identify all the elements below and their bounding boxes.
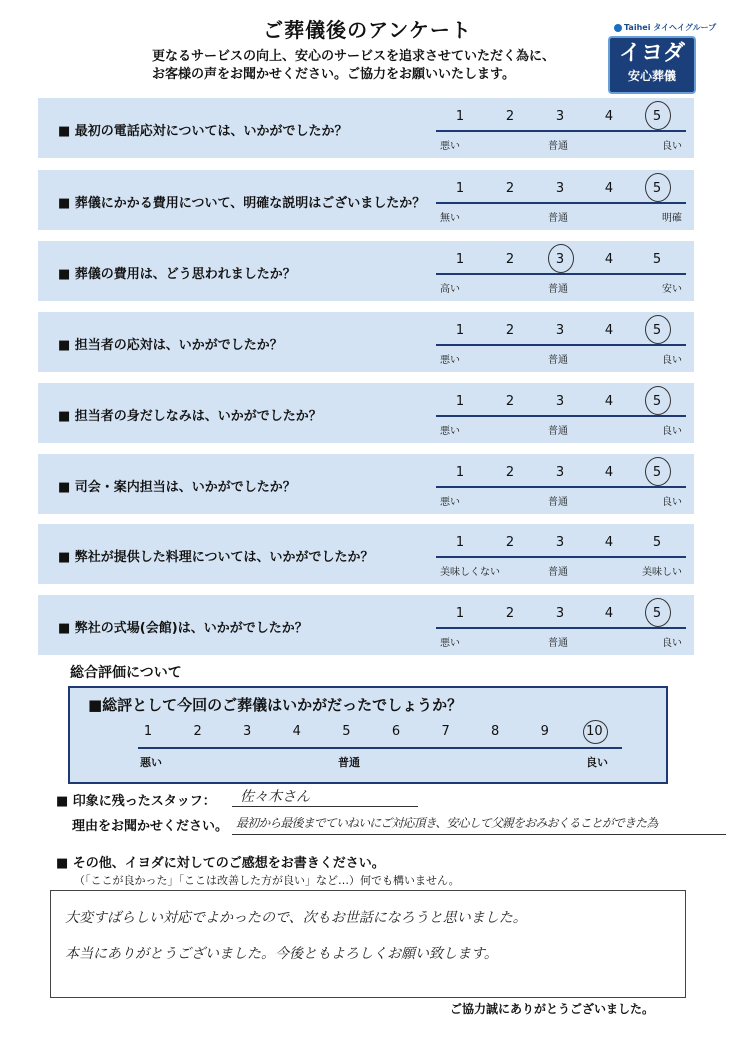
rating-option[interactable]: 4 [604, 181, 614, 196]
overall-rating-option[interactable]: 9 [540, 724, 549, 739]
staff-label: ■ 印象に残ったスタッフ： [56, 794, 216, 809]
brand-logo-subtitle: 安心葬儀 [627, 69, 676, 83]
scale-low-label: 悪い [440, 355, 460, 366]
footer-thanks: ご協力誠にありがとうございました。 [450, 1002, 655, 1016]
rating-option[interactable]: 3 [555, 606, 565, 621]
scale-mid-label: 普通 [548, 638, 568, 649]
scale-mid-label: 普通 [548, 426, 568, 437]
reason-value[interactable]: 最初から最後までていねいにご対応頂き、安心して父親をおみおくることができた為 [236, 816, 658, 830]
staff-value[interactable]: 佐々木さん [240, 789, 310, 805]
rating-option[interactable]: 5 [652, 535, 662, 550]
rating-option[interactable]: 1 [455, 323, 465, 338]
overall-scale [138, 724, 622, 774]
selected-rating-circle [645, 457, 671, 486]
rating-option[interactable]: 4 [604, 252, 614, 267]
overall-selected-circle [583, 720, 608, 744]
scale-mid-label: 普通 [548, 355, 568, 366]
rating-option[interactable]: 4 [604, 535, 614, 550]
rating-option[interactable]: 3 [555, 252, 565, 267]
comments-label: ■ その他、イヨダに対してのご感想をお書きください。 [56, 856, 385, 871]
rating-scale [436, 595, 686, 655]
overall-scale-line [138, 747, 622, 749]
overall-low-label: 悪い [140, 756, 162, 769]
question-row [38, 595, 694, 655]
rating-option[interactable]: 5 [652, 465, 662, 480]
rating-option[interactable]: 4 [604, 109, 614, 124]
group-logo-icon [614, 24, 622, 32]
selected-rating-circle [548, 244, 574, 273]
rating-option[interactable]: 2 [505, 465, 515, 480]
question-row [38, 170, 694, 230]
scale-low-label: 悪い [440, 426, 460, 437]
comment-line-2: 本当にありがとうございました。今後ともよろしくお願い致します。 [65, 946, 498, 962]
question-text: ■ 弊社の式場(会館)は、いかがでしたか？ [58, 621, 308, 636]
rating-scale [436, 170, 686, 230]
rating-option[interactable]: 1 [455, 109, 465, 124]
question-text: ■ 担当者の身だしなみは、いかがでしたか？ [58, 409, 322, 424]
scale-mid-label: 普通 [548, 141, 568, 152]
rating-scale [436, 383, 686, 443]
question-text: ■ 最初の電話応対については、いかがでしたか？ [58, 124, 348, 139]
question-row [38, 241, 694, 301]
rating-option[interactable]: 3 [555, 181, 565, 196]
rating-option[interactable]: 2 [505, 323, 515, 338]
rating-option[interactable]: 5 [652, 323, 662, 338]
scale-low-label: 無い [440, 213, 460, 224]
rating-scale [436, 312, 686, 372]
question-row [38, 454, 694, 514]
rating-option[interactable]: 5 [652, 394, 662, 409]
scale-line [436, 273, 686, 275]
scale-high-label: 良い [662, 141, 682, 152]
rating-option[interactable]: 2 [505, 606, 515, 621]
question-text: ■ 葬儀にかかる費用について、明確な説明はございましたか？ [58, 196, 426, 211]
intro-line-2: お客様の声をお聞かせください。ご協力をお願いいたします。 [152, 67, 515, 82]
overall-question: ■総評として今回のご葬儀はいかがだったでしょうか？ [88, 696, 463, 714]
selected-rating-circle [645, 173, 671, 202]
overall-rating-option[interactable]: 3 [243, 724, 252, 739]
scale-line [436, 130, 686, 132]
scale-low-label: 悪い [440, 638, 460, 649]
overall-rating-option[interactable]: 5 [342, 724, 351, 739]
question-text: ■ 葬儀の費用は、どう思われましたか？ [58, 267, 296, 282]
overall-rating-option[interactable]: 8 [491, 724, 500, 739]
question-row [38, 312, 694, 372]
overall-rating-option[interactable]: 4 [292, 724, 301, 739]
scale-high-label: 明確 [662, 213, 682, 224]
rating-option[interactable]: 5 [652, 606, 662, 621]
selected-rating-circle [645, 315, 671, 344]
scale-line [436, 627, 686, 629]
rating-option[interactable]: 2 [505, 109, 515, 124]
rating-option[interactable]: 2 [505, 252, 515, 267]
rating-option[interactable]: 1 [455, 465, 465, 480]
rating-option[interactable]: 4 [604, 394, 614, 409]
rating-scale [436, 98, 686, 158]
overall-rating-option[interactable]: 2 [193, 724, 202, 739]
scale-mid-label: 普通 [548, 213, 568, 224]
group-logo-text: Taihei タイヘイグループ [624, 23, 717, 32]
question-row [38, 98, 694, 158]
brand-logo-name: イヨダ [618, 41, 685, 66]
rating-option[interactable]: 5 [652, 109, 662, 124]
comment-line-1: 大変すばらしい対応でよかったので、次もお世話になろうと思いました。 [65, 910, 527, 926]
rating-option[interactable]: 3 [555, 465, 565, 480]
scale-line [436, 486, 686, 488]
scale-mid-label: 普通 [548, 567, 568, 578]
scale-high-label: 安い [662, 284, 682, 295]
comments-hint: （「ここが良かった」「ここは改善した方が良い」など…）何でも構いません。 [74, 874, 460, 887]
selected-rating-circle [645, 386, 671, 415]
scale-low-label: 高い [440, 284, 460, 295]
scale-line [436, 202, 686, 204]
question-text: ■ 弊社が提供した料理については、いかがでしたか？ [58, 550, 374, 565]
rating-option[interactable]: 3 [555, 394, 565, 409]
overall-rating-option[interactable]: 6 [391, 724, 401, 739]
overall-mid-label: 普通 [338, 756, 360, 769]
rating-option[interactable]: 1 [455, 181, 465, 196]
scale-line [436, 344, 686, 346]
scale-high-label: 良い [662, 426, 682, 437]
reason-label: 理由をお聞かせください。 [72, 819, 229, 834]
scale-low-label: 悪い [440, 141, 460, 152]
question-text: ■ 司会・案内担当は、いかがでしたか？ [58, 480, 296, 495]
overall-rating-option[interactable]: 7 [441, 724, 450, 739]
intro-line-1: 更なるサービスの向上、安心のサービスを追求させていただく為に、 [152, 49, 556, 64]
intro-text [152, 48, 592, 84]
overall-rating-option[interactable]: 1 [143, 724, 153, 739]
page-title: ご葬儀後のアンケート [263, 18, 472, 42]
overall-rating-box [68, 686, 668, 784]
rating-option[interactable]: 5 [652, 252, 662, 267]
selected-rating-circle [645, 598, 671, 627]
rating-option[interactable]: 1 [455, 394, 465, 409]
question-text: ■ 担当者の応対は、いかがでしたか？ [58, 338, 283, 353]
scale-high-label: 良い [662, 355, 682, 366]
scale-line [436, 556, 686, 558]
group-logo [614, 22, 716, 33]
rating-option[interactable]: 3 [555, 323, 565, 338]
question-row [38, 383, 694, 443]
overall-section-title: 総合評価について [70, 665, 182, 681]
rating-option[interactable]: 3 [555, 109, 565, 124]
overall-rating-option[interactable]: 10 [586, 724, 603, 739]
reason-underline [232, 834, 726, 835]
scale-low-label: 悪い [440, 497, 460, 508]
staff-underline [232, 806, 418, 807]
rating-scale [436, 241, 686, 301]
scale-mid-label: 普通 [548, 284, 568, 295]
rating-option[interactable]: 2 [505, 535, 515, 550]
rating-scale [436, 524, 686, 584]
question-row [38, 524, 694, 584]
scale-line [436, 415, 686, 417]
brand-logo [608, 36, 696, 94]
scale-high-label: 良い [662, 638, 682, 649]
rating-option[interactable]: 1 [455, 252, 465, 267]
rating-option[interactable]: 2 [505, 394, 515, 409]
scale-mid-label: 普通 [548, 497, 568, 508]
overall-high-label: 良い [586, 756, 608, 769]
comments-box[interactable] [50, 890, 686, 998]
rating-option[interactable]: 5 [652, 181, 662, 196]
scale-high-label: 美味しい [642, 567, 682, 578]
rating-option[interactable]: 3 [555, 535, 565, 550]
scale-high-label: 良い [662, 497, 682, 508]
rating-option[interactable]: 4 [604, 606, 614, 621]
rating-option[interactable]: 2 [505, 181, 515, 196]
rating-scale [436, 454, 686, 514]
rating-option[interactable]: 1 [455, 606, 465, 621]
scale-low-label: 美味しくない [440, 567, 500, 578]
selected-rating-circle [645, 101, 671, 130]
rating-option[interactable]: 4 [604, 323, 614, 338]
rating-option[interactable]: 4 [604, 465, 614, 480]
rating-option[interactable]: 1 [455, 535, 465, 550]
